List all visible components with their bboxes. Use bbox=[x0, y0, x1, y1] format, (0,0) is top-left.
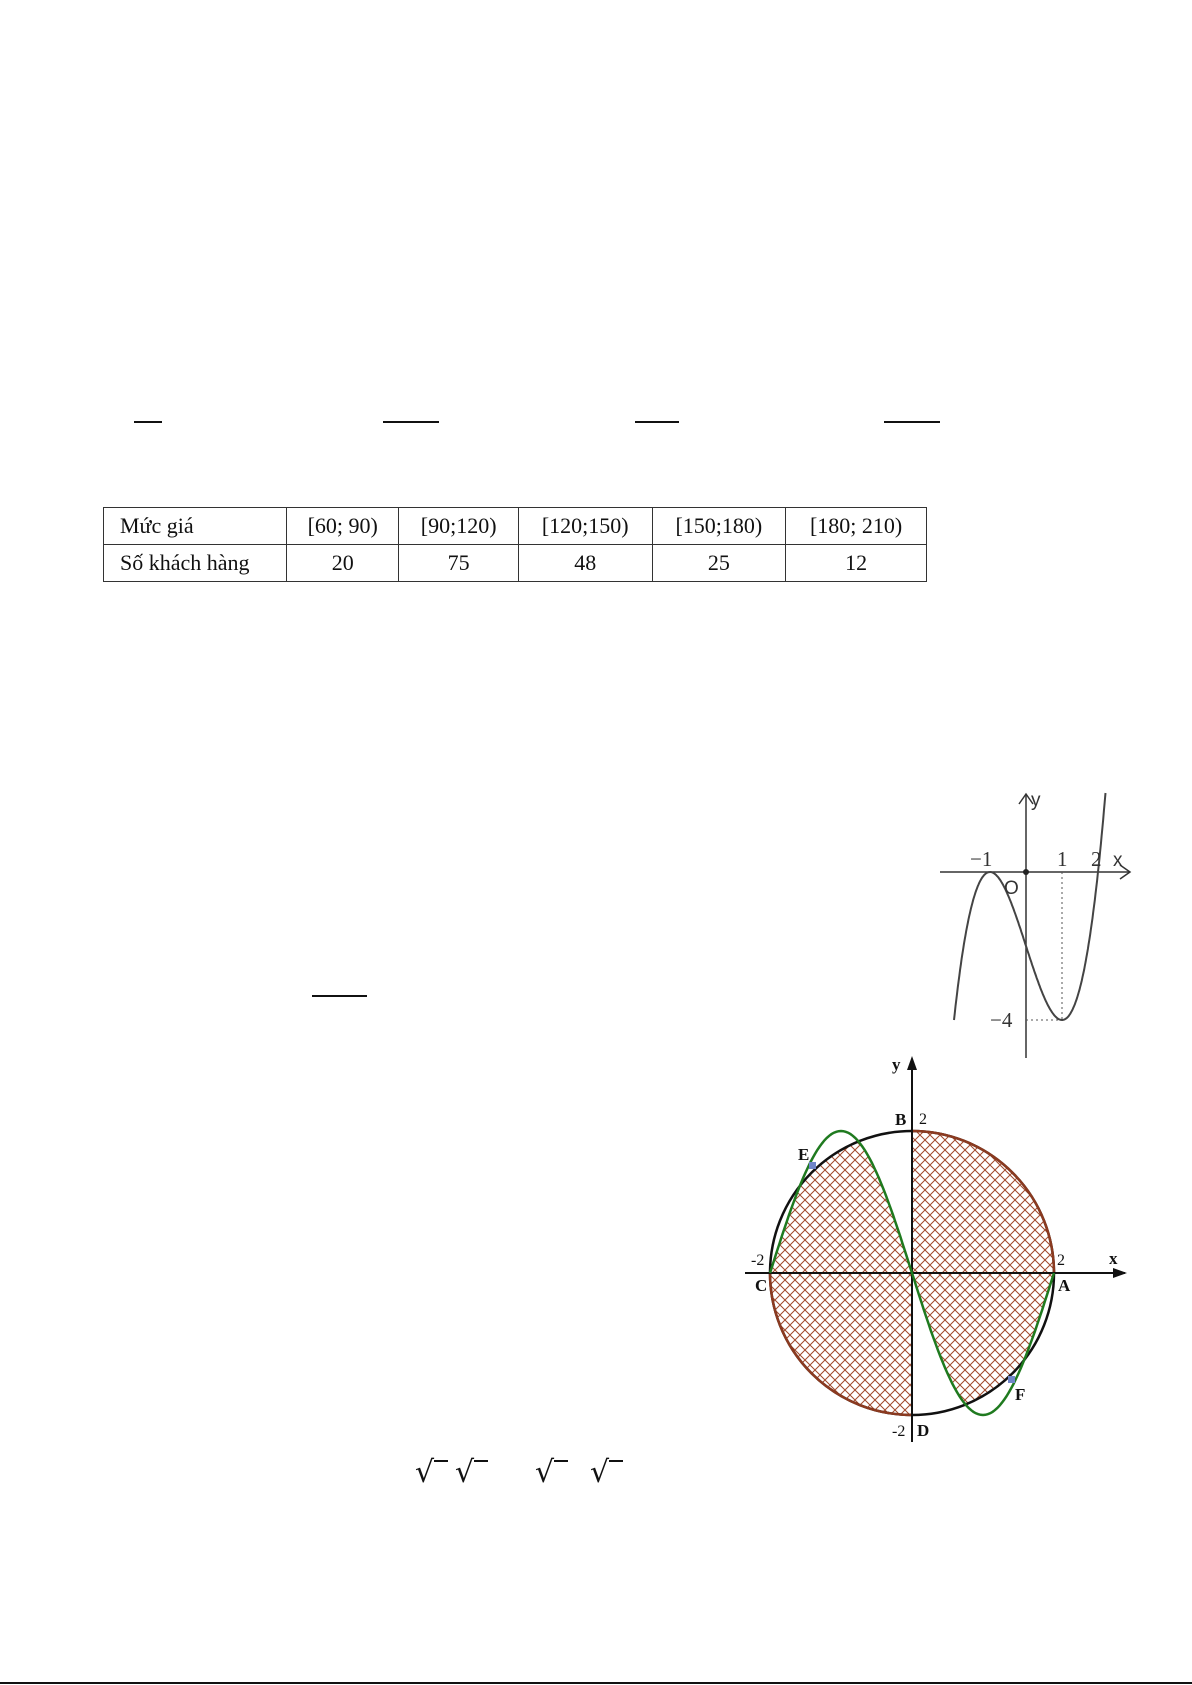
tick-label-neg1: −1 bbox=[970, 847, 993, 871]
row-label-customers: Số khách hàng bbox=[104, 545, 287, 582]
fraction-bar-d bbox=[884, 421, 940, 423]
count-cell: 12 bbox=[786, 545, 927, 582]
cubic-curve bbox=[954, 793, 1106, 1020]
y-axis-label: y bbox=[1031, 790, 1041, 811]
tick-label-2: 2 bbox=[1091, 847, 1102, 871]
count-cell: 75 bbox=[399, 545, 518, 582]
count-cell: 48 bbox=[518, 545, 652, 582]
tick-label-y-pos: 2 bbox=[919, 1111, 927, 1128]
point-c-label: C bbox=[755, 1276, 768, 1295]
origin-dot bbox=[1023, 869, 1029, 875]
row-label-price: Mức giá bbox=[104, 508, 287, 545]
interval-cell: [90;120) bbox=[399, 508, 518, 545]
tick-label-y-neg: -2 bbox=[892, 1423, 906, 1440]
fraction-bar-b bbox=[383, 421, 439, 423]
point-e-marker bbox=[809, 1162, 816, 1169]
point-d-label: D bbox=[917, 1421, 930, 1440]
tick-label-1: 1 bbox=[1057, 847, 1068, 871]
fraction-bar-e bbox=[312, 995, 367, 997]
tick-label-neg4: −4 bbox=[990, 1008, 1013, 1032]
origin-label: O bbox=[1004, 878, 1019, 899]
sqrt-symbol-4: √ bbox=[590, 1458, 623, 1488]
fraction-bar-c bbox=[635, 421, 679, 423]
sqrt-symbol-1: √ bbox=[415, 1458, 448, 1488]
table-row bbox=[104, 545, 927, 582]
sqrt-symbol-3: √ bbox=[535, 1458, 568, 1488]
interval-cell: [150;180) bbox=[652, 508, 786, 545]
interval-cell: [180; 210) bbox=[786, 508, 927, 545]
table-row bbox=[104, 508, 927, 545]
x-axis-label: x bbox=[1109, 1249, 1118, 1268]
y-axis-label: y bbox=[892, 1055, 901, 1074]
x-axis-arrow bbox=[1113, 1268, 1127, 1278]
point-b-label: B bbox=[895, 1110, 907, 1129]
sqrt-symbol-2: √ bbox=[455, 1458, 488, 1488]
y-axis-arrow bbox=[907, 1056, 917, 1070]
point-a-label: A bbox=[1058, 1276, 1071, 1295]
count-cell: 20 bbox=[287, 545, 399, 582]
point-f-marker bbox=[1008, 1376, 1015, 1383]
tick-label-x-pos: 2 bbox=[1057, 1252, 1065, 1269]
footer-rule bbox=[0, 1682, 1192, 1684]
x-axis-label: x bbox=[1113, 850, 1123, 871]
point-e-label: E bbox=[798, 1145, 810, 1164]
tick-label-x-neg: -2 bbox=[751, 1252, 765, 1269]
fraction-bar-a bbox=[134, 421, 162, 423]
interval-cell: [120;150) bbox=[518, 508, 652, 545]
point-f-label: F bbox=[1015, 1385, 1026, 1404]
count-cell: 25 bbox=[652, 545, 786, 582]
interval-cell: [60; 90) bbox=[287, 508, 399, 545]
cubic-graph bbox=[930, 790, 1190, 1060]
circle-region-graph bbox=[735, 1050, 1135, 1450]
price-frequency-table bbox=[103, 507, 927, 582]
